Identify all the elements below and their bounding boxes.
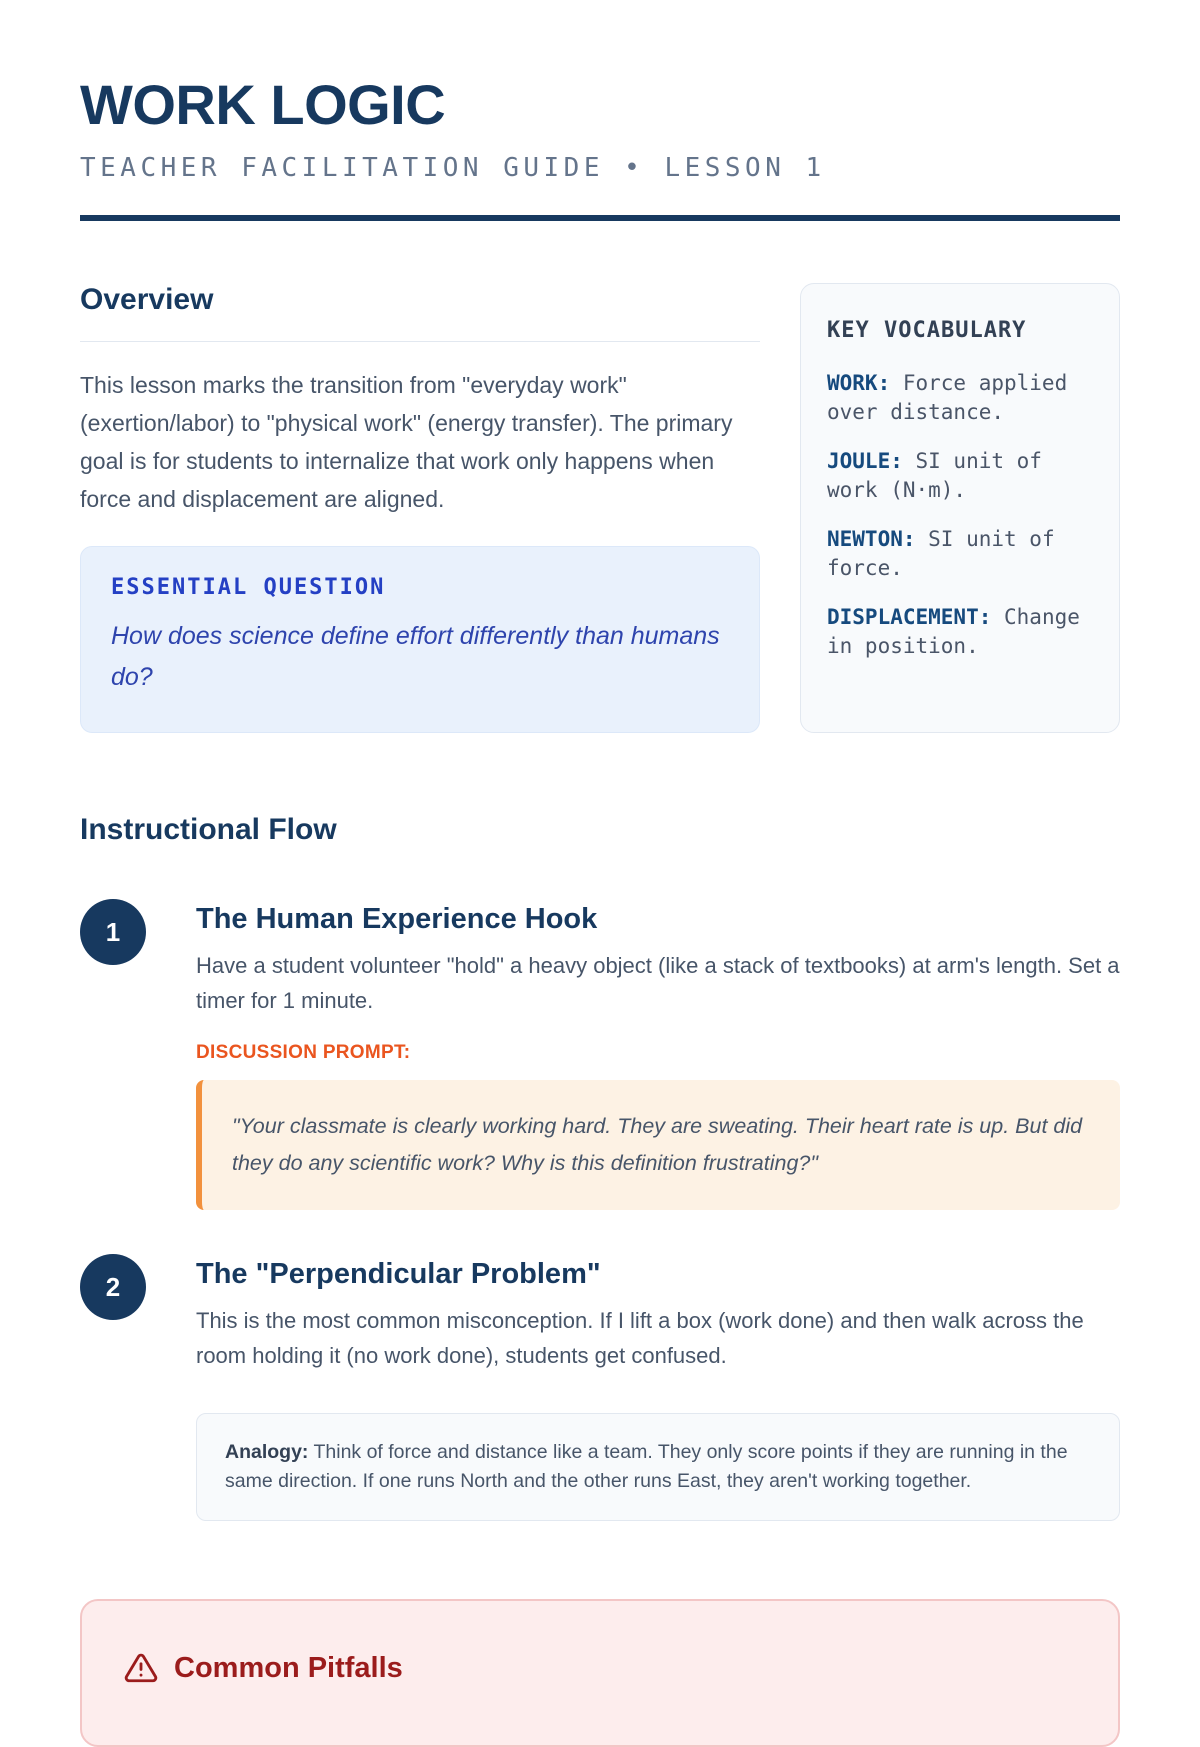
analogy-callout-box [196,1413,1120,1521]
vocab-item-work [827,369,1093,427]
vocab-item-displacement [827,603,1093,661]
instructional-flow-heading: Instructional Flow [80,813,337,846]
flow-step-1 [80,899,1120,1210]
step-number-badge: 1 [80,899,146,965]
vocab-item-joule [827,447,1093,505]
vocab-definition: SI unit of work (N·m). [827,449,1042,502]
key-vocabulary-card [800,283,1120,733]
step-title: The Human Experience Hook [196,903,598,935]
common-pitfalls-box [80,1599,1120,1747]
discussion-quote-text: "Your classmate is clearly working hard. They are sweating. Their heart rate is up. But did they do any scientific work? Why is this definition frustrating?" [232,1114,1083,1175]
overview-row [80,283,1120,733]
vocab-definition: Change in position. [827,605,1080,658]
vocab-definition: SI unit of force. [827,527,1055,580]
step-body: Have a student volunteer "hold" a heavy object (like a stack of textbooks) at arm's length. Set a timer for 1 minute. [196,953,1120,1013]
vocab-term: NEWTON: [827,527,916,551]
discussion-quote-box [196,1080,1120,1210]
overview-paragraph: This lesson marks the transition from "everyday work" (exertion/labor) to "physical work" (energy transfer). The primary goal is for students to internalize that work only happens when force and displacement are aligned. [80,372,733,512]
step-content [196,899,1120,1210]
analogy-label: Analogy: [225,1441,309,1463]
analogy-text: Think of force and distance like a team. They only score points if they are running in the same direction. If one runs North and the other runs East, they aren't working together. [225,1441,1068,1492]
vocab-item-newton [827,525,1093,583]
step-body: This is the most common misconception. If I lift a box (work done) and then walk across the room holding it (no work done), students get confused. [196,1308,1084,1368]
header-divider [80,215,1120,221]
warning-triangle-icon [124,1651,158,1685]
step-title: The "Perpendicular Problem" [196,1258,601,1290]
vocab-term: JOULE: [827,449,903,473]
page-title: WORK LOGIC [80,73,446,136]
discussion-prompt-label: DISCUSSION PROMPT: [196,1042,411,1063]
overview-heading: Overview [80,283,214,316]
pitfalls-heading: Common Pitfalls [174,1651,403,1684]
pitfalls-header [124,1651,1076,1685]
vocab-definition: Force applied over distance. [827,371,1068,424]
step-content [196,1254,1120,1521]
page-subtitle: TEACHER FACILITATION GUIDE • LESSON 1 [80,153,826,183]
vocabulary-heading: KEY VOCABULARY [827,318,1027,343]
document-header [80,72,1120,221]
essential-question-box [80,546,760,733]
vocab-term: DISPLACEMENT: [827,605,992,629]
instructional-flow-section [80,813,1120,1521]
overview-divider [80,341,760,342]
essential-question-label: ESSENTIAL QUESTION [111,575,386,600]
overview-section [80,283,760,733]
step-number-badge: 2 [80,1254,146,1320]
flow-step-2 [80,1254,1120,1521]
essential-question-text: How does science define effort differently than humans do? [111,622,720,691]
vocab-term: WORK: [827,371,891,395]
